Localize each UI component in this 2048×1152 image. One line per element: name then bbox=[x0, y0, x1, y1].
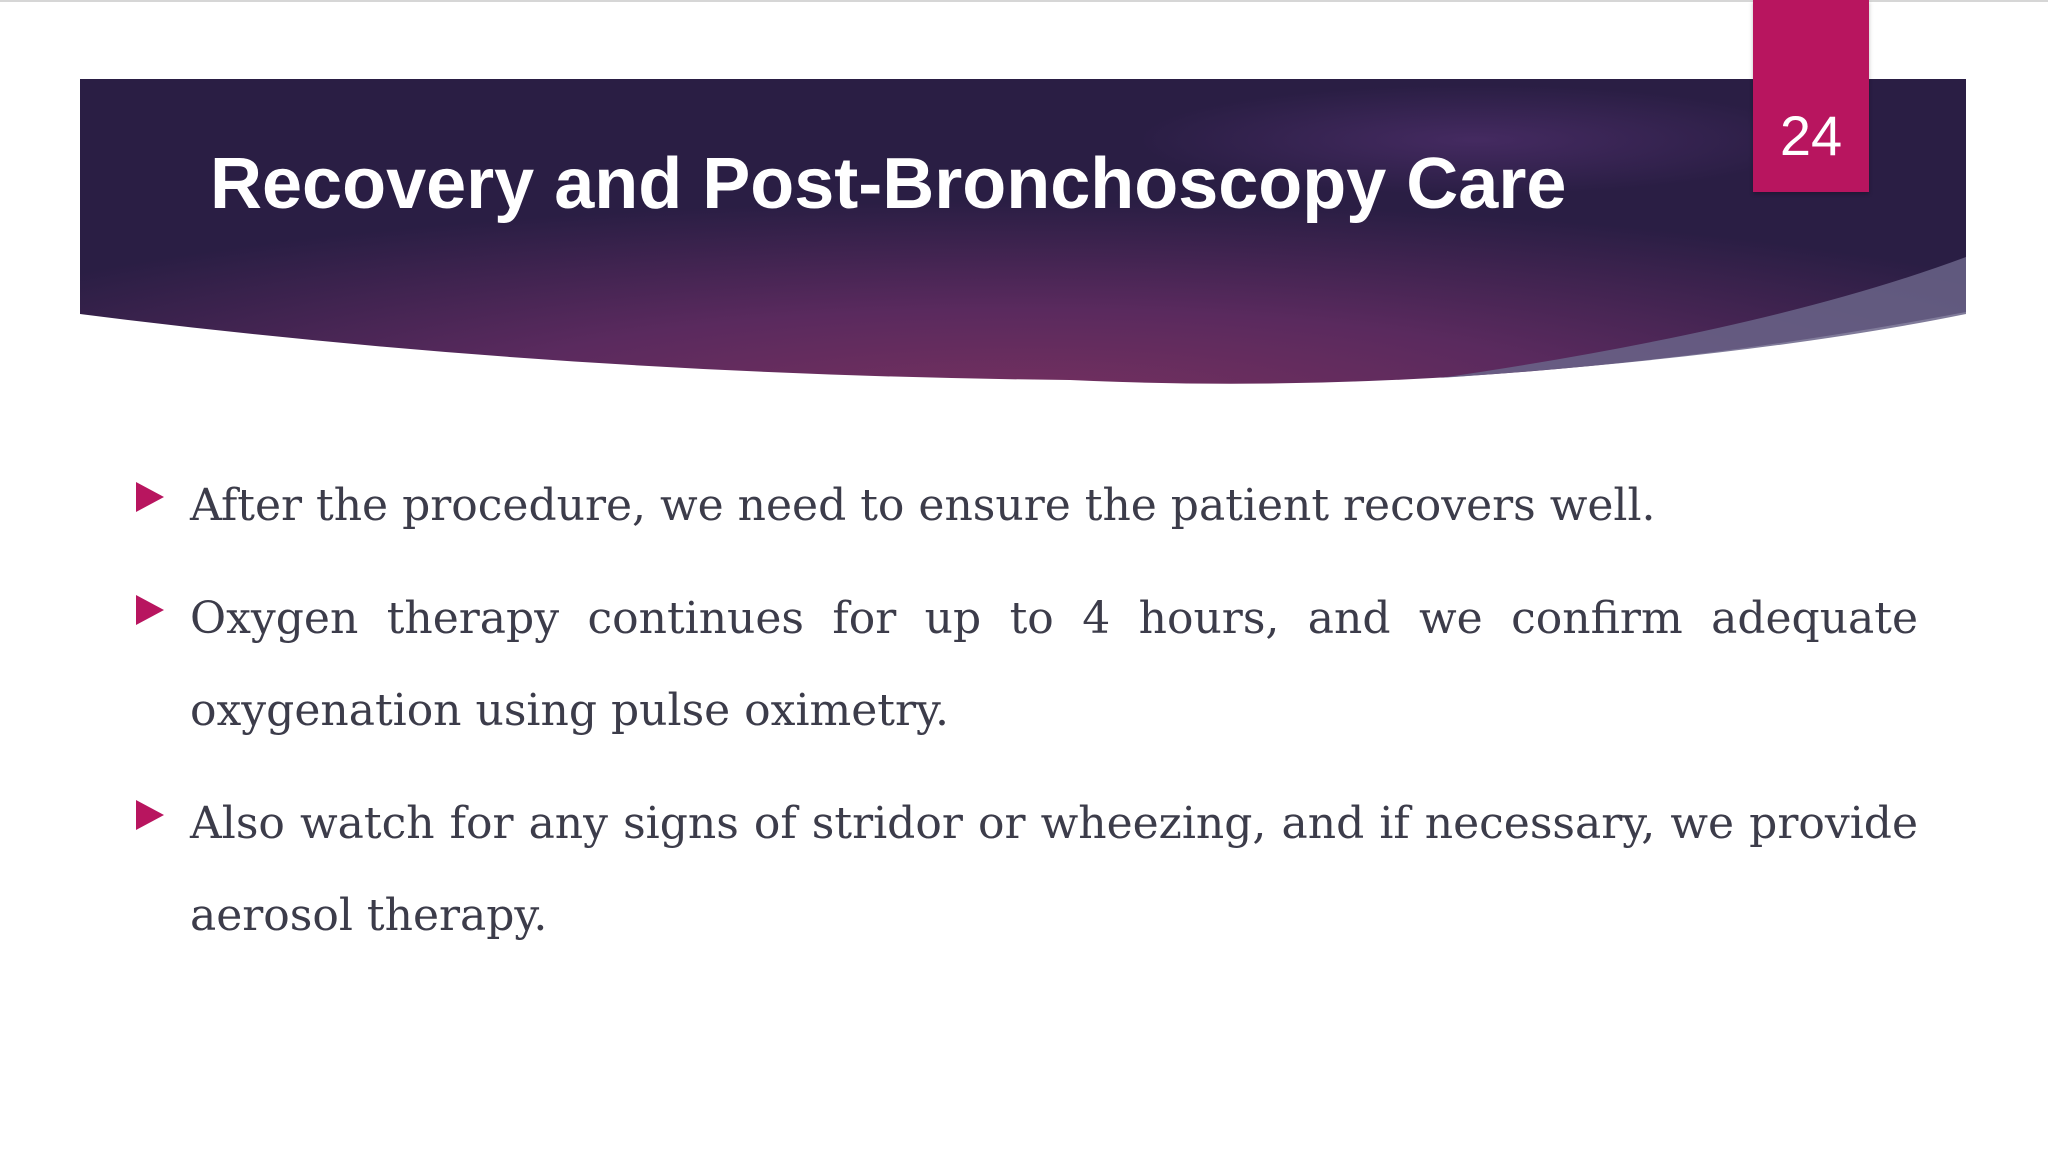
triangle-bullet-icon bbox=[136, 482, 164, 512]
triangle-bullet-icon bbox=[136, 595, 164, 625]
bullet-item bbox=[136, 460, 1918, 552]
bullet-item bbox=[136, 778, 1918, 962]
bullet-text: Oxygen therapy continues for up to 4 hours, and we confirm adequate oxygenation using pulse oximetry. bbox=[190, 593, 1918, 736]
bullet-list bbox=[136, 460, 1918, 983]
page-number: 24 bbox=[1779, 104, 1843, 167]
page-number-tab bbox=[1753, 0, 1869, 192]
slide-title: Recovery and Post-Bronchoscopy Care bbox=[210, 144, 1567, 224]
triangle-bullet-icon bbox=[136, 800, 164, 830]
bullet-text: After the procedure, we need to ensure the patient recovers well. bbox=[190, 480, 1656, 531]
bullet-item bbox=[136, 573, 1918, 757]
bullet-text: Also watch for any signs of stridor or wheezing, and if necessary, we provide aerosol therapy. bbox=[190, 798, 1918, 941]
